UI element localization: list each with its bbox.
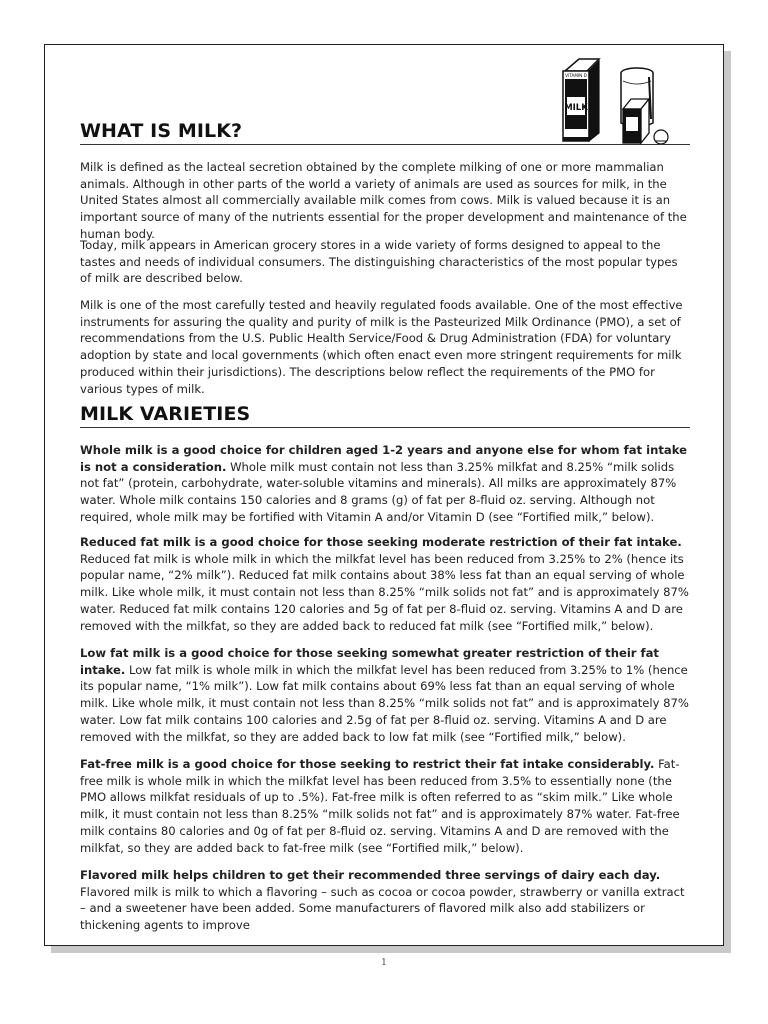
- variety-paragraph-fat-free-milk: [80, 756, 690, 856]
- paragraph: [80, 297, 690, 397]
- variety-body: Low fat milk is whole milk in which the milkfat level has been reduced from 3.25% to 1% (hence its popular name, “1% milk”). Low fat milk contains about 69% less fat than an equal serving of whole milk. Like whole milk, it must contain not less than 8.25% “milk solids not fat” and is approximately 87% water. Low fat milk contains 100 calories and 2.5g of fat per 8-fluid oz. serving. Vitamins A and D are removed with the milkfat, so they are added back to low fat milk (see “Fortified milk,” below).: [80, 662, 689, 744]
- svg-text:MILK: MILK: [564, 103, 588, 113]
- paragraph: [80, 237, 690, 287]
- variety-body: Reduced fat milk is whole milk in which the milkfat level has been reduced from 3.25% to 2% (hence its popular name, “2% milk”). Reduced fat milk contains about 38% less fat than an equal serving of whole milk. Like whole milk, it must contain not less than 8.25% “milk solids not fat” and is approximately 87% water. Reduced fat milk contains 120 calories and 5g of fat per 8-fluid oz. serving. Vitamins A and D are removed with the milkfat, so they are added back to reduced fat milk (see “Fortified milk,” below).: [80, 551, 689, 633]
- paragraph-text: Milk is one of the most carefully tested and heavily regulated foods available. One of the most effective instruments for assuring the quality and purity of milk is the Pasteurized Milk Ordinance (PMO), a set of recommendations from the U.S. Public Health Service/Food & Drug Administration (FDA) for voluntary adoption by state and local governments (which often enact even more stringent requirements for milk produced within their jurisdictions). The descriptions below reflect the requirements of the PMO for various types of milk.: [80, 298, 683, 396]
- variety-lead: Whole milk is a good choice for children aged 1-2 years and anyone else for whom fat intake is not a consideration.: [80, 443, 687, 474]
- variety-paragraph-reduced-fat-milk: [80, 534, 690, 634]
- variety-lead: Low fat milk is a good choice for those seeking somewhat greater restriction of their fat intake.: [80, 646, 659, 677]
- variety-body: Flavored milk is milk to which a flavoring – such as cocoa or cocoa powder, strawberry or vanilla extract – and a sweetener have been added. Some manufacturers of flavored milk also add stabilizers or thickening agents to improve: [80, 884, 685, 933]
- variety-paragraph-low-fat-milk: [80, 645, 690, 745]
- paragraph-text: Milk is defined as the lacteal secretion obtained by the complete milking of one or more mammalian animals. Although in other parts of the world a variety of animals are used as sources for milk, in the United States almost all commercially available milk comes from cows. Milk is valued because it is an important source of many of the nutrients essential for the proper development and maintenance of the human body.: [80, 160, 687, 241]
- variety-lead: Fat-free milk is a good choice for those seeking to restrict their fat intake considerably.: [80, 757, 655, 771]
- variety-lead: Reduced fat milk is a good choice for those seeking moderate restriction of their fat intake.: [80, 535, 682, 549]
- variety-lead: Flavored milk helps children to get their recommended three servings of dairy each day.: [80, 868, 661, 882]
- section-heading-milk-varieties: MILK VARIETIES: [80, 403, 690, 428]
- paragraph: [80, 159, 690, 243]
- section-heading-what-is-milk: WHAT IS MILK?: [80, 120, 690, 145]
- page-number: 1: [381, 958, 387, 968]
- variety-body: Fat-free milk is whole milk in which the milkfat level has been reduced from 3.5% to essentially none (the PMO allows milkfat residuals of up to .5%). Fat-free milk is often referred to as “skim milk.” Like whole milk, it must contain not less than 8.25% “milk solids not fat” and is approximately 87% water. Fat-free milk contains 80 calories and 0g of fat per 8-fluid oz. serving. Vitamins A and D are removed with the milkfat, so they are added back to fat-free milk (see “Fortified milk,” below).: [80, 757, 680, 855]
- page-frame: [44, 44, 724, 946]
- svg-text:VITAMIN D: VITAMIN D: [565, 73, 587, 78]
- paragraph-text: Today, milk appears in American grocery stores in a wide variety of forms designed to appeal to the tastes and needs of individual consumers. The distinguishing characteristics of the most popular types of milk are described below.: [80, 238, 678, 286]
- variety-paragraph-whole-milk: [80, 442, 690, 526]
- variety-body: Whole milk must contain not less than 3.25% milkfat and 8.25% “milk solids not fat” (protein, carbohydrate, water-soluble vitamins and minerals). All milks are approximately 87% water. Whole milk contains 150 calories and 8 grams (g) of fat per 8-fluid oz. serving. Although not required, whole milk may be fortified with Vitamin A and/or Vitamin D (see “Fortified milk,” below).: [80, 459, 677, 524]
- variety-paragraph-flavored-milk: [80, 867, 690, 934]
